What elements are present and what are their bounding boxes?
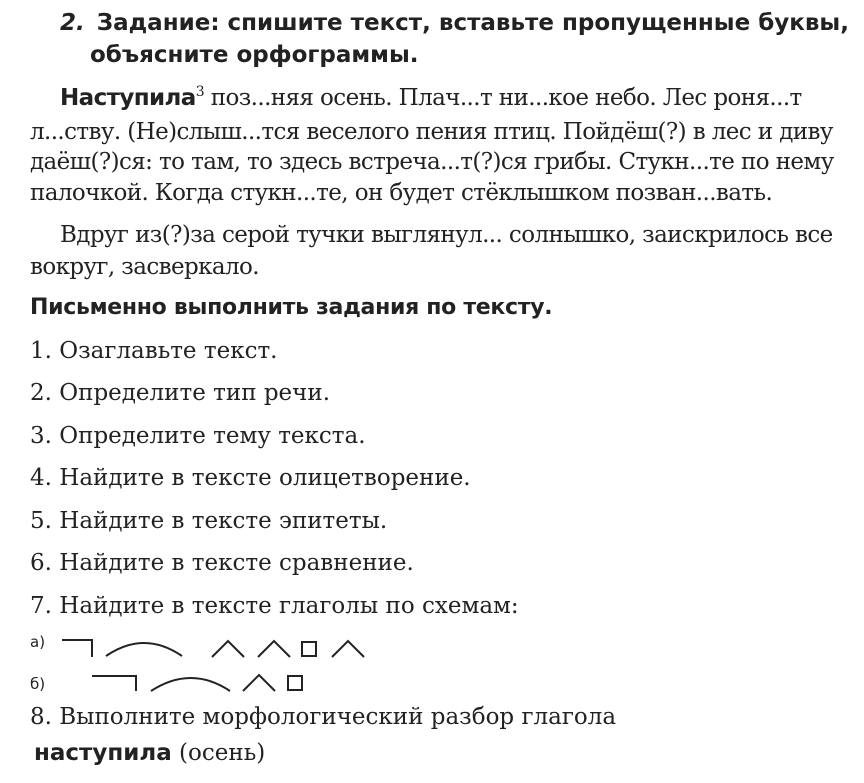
assignment-item: 2. Определите тип речи. [30,380,331,406]
text-line-2: л...ству. (Не)слыш...тся веселого пения птиц. Пойдёш(?) в лес и диву [30,119,833,145]
text-line-3: даёш(?)ся: то там, то здесь встреча...т(?)ся грибы. Стукн...те по нему [30,149,834,175]
verb-to-parse: наступила [34,740,172,766]
scheme-a [62,640,364,657]
scheme-b-label: б) [30,675,46,693]
assignment-item: 4. Найдите в тексте олицетворение. [30,465,471,491]
assignment-item: 1. Озаглавьте текст. [30,338,278,364]
scheme-b [92,675,302,691]
ending-mark [302,642,316,656]
assignment-item: 3. Определите тему текста. [30,423,366,449]
root-mark [106,643,182,656]
assignment-title: Письменно выполнить задания по тексту. [30,295,553,320]
prefix-mark [62,640,92,657]
root-mark [151,678,230,691]
suffix-mark [243,675,275,691]
text-line-4: палочкой. Когда стукн...те, он будет стёклышком позван...вать. [30,180,773,206]
assignment-item: 5. Найдите в тексте эпитеты. [30,508,388,534]
verb-context: (осень) [171,740,266,766]
assignment-item-8-word-line [34,738,265,768]
scheme-a-label: а) [30,633,46,651]
task-heading-line-2: объясните орфограммы. [90,42,419,68]
task-heading-text: Задание: спишите текст, вставьте пропущенные буквы, [96,10,849,36]
ending-mark [288,676,302,690]
task-number: 2. [60,10,85,36]
assignment-item-8: 8. Выполните морфологический разбор глагола [30,704,617,730]
postfix-mark [332,641,364,657]
text-para2-line-2: вокруг, засверкало. [30,254,259,280]
text-line-1-rest: поз...няя осень. Плач...т ни...кое небо. Лес роня...т [204,85,802,111]
text-para2-line-1: Вдруг из(?)за серой тучки выглянул... солнышко, заискрилось все [60,222,833,248]
suffix-mark [258,641,290,657]
prefix-mark [92,676,136,691]
assignment-item: 7. Найдите в тексте глаголы по схемам: [30,593,519,619]
assignment-item: 6. Найдите в тексте сравнение. [30,550,414,576]
first-word: Наступила [60,85,196,111]
suffix-mark [212,641,244,657]
footnote-marker: 3 [195,84,205,100]
